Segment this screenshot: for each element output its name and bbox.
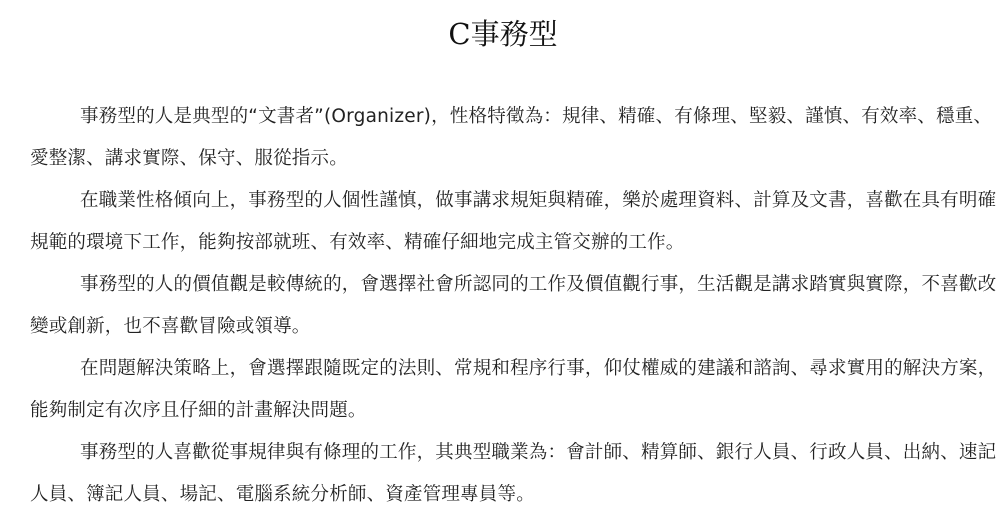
document-title: C事務型 [448, 17, 558, 51]
paragraph-definition: 事務型的人是典型的“文書者”(Organizer)，性格特徵為：規律、精確、有條理、堅毅、謹慎、有效率、穩重、愛整潔、講求實際、保守、服從指示。 [30, 106, 993, 169]
paragraph-career-tendency: 在職業性格傾向上，事務型的人個性謹慎，做事講求規矩與精確，樂於處理資料、計算及文書，喜歡在具有明確規範的環境下工作，能夠按部就班、有效率、精確仔細地完成主管交辦的工作。 [30, 190, 997, 253]
paragraph-values: 事務型的人的價值觀是較傳統的，會選擇社會所認同的工作及價值觀行事，生活觀是講求踏實與實際，不喜歡改變或創新，也不喜歡冒險或領導。 [30, 274, 997, 337]
paragraph-problem-solving: 在問題解決策略上，會選擇跟隨既定的法則、常規和程序行事，仰仗權威的建議和諮詢、尋求實用的解決方案，能夠制定有次序且仔細的計畫解決問題。 [30, 358, 997, 421]
document-body [30, 96, 1004, 516]
paragraph-typical-careers: 事務型的人喜歡從事規律與有條理的工作，其典型職業為：會計師、精算師、銀行人員、行政人員、出納、速記人員、簿記人員、場記、電腦系統分析師、資產管理專員等。 [30, 442, 997, 505]
